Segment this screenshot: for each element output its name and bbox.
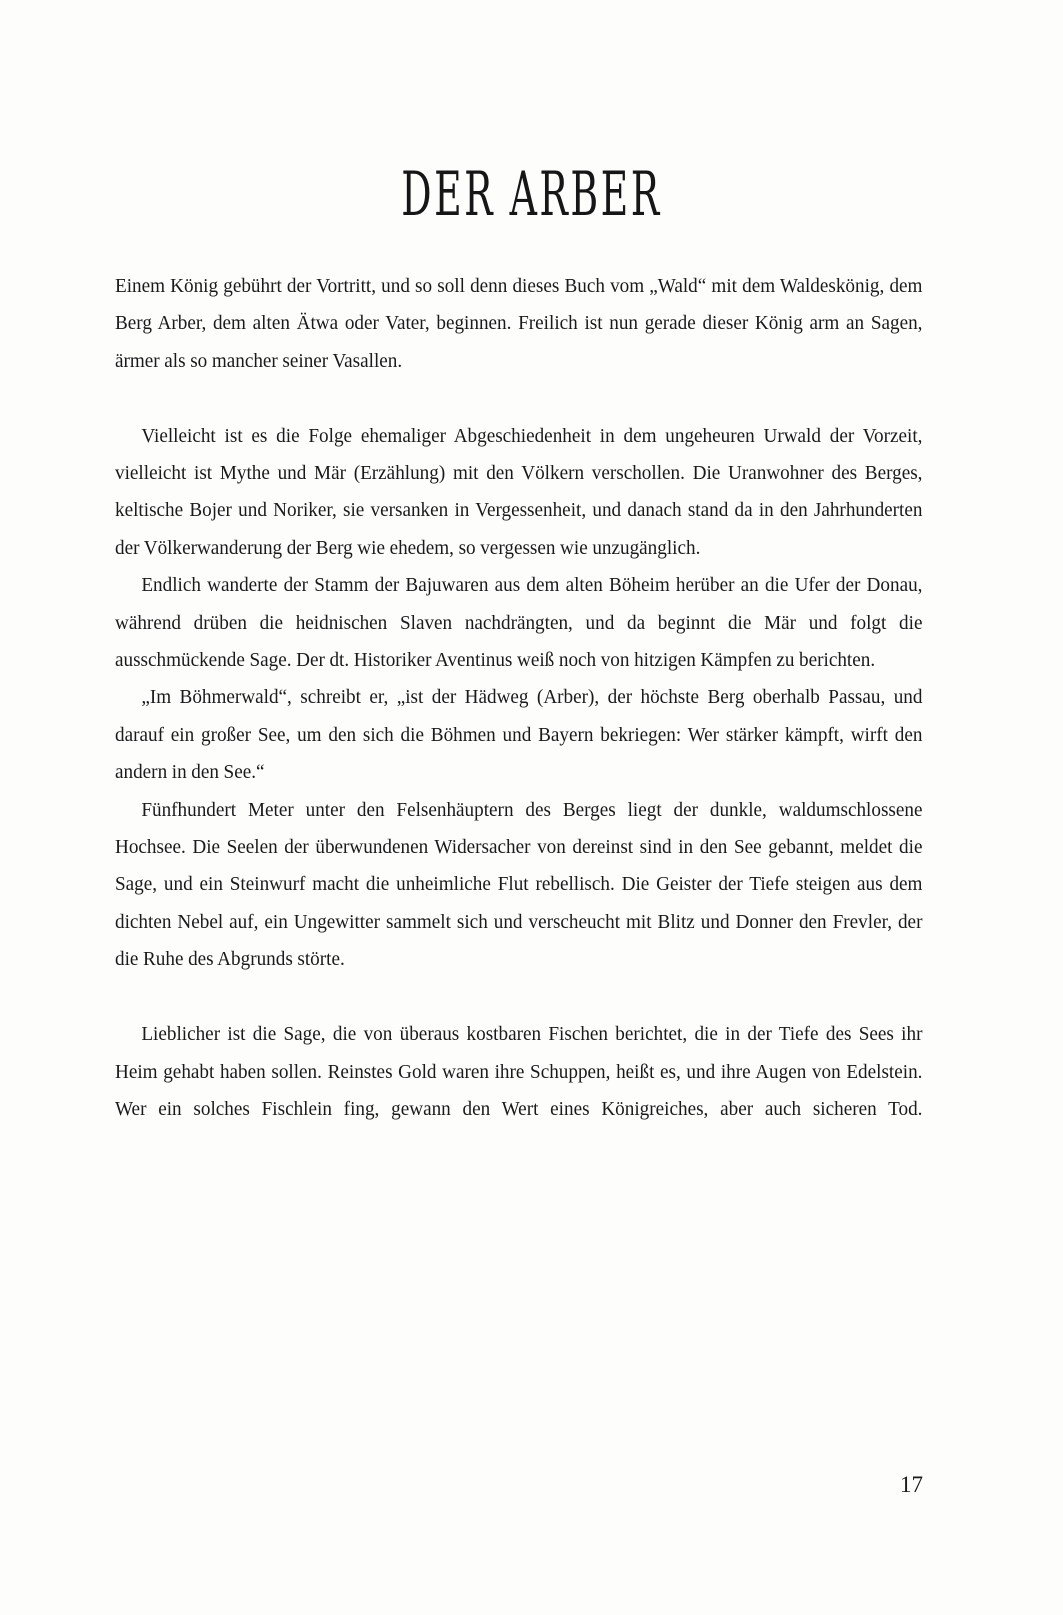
paragraph: „Im Böhmerwald“, schreibt er, „ist der Hädweg (Arber), der höchste Berg oberhalb Passau, und darauf ein großer See, um den sich die Böhmen und Bayern bekriegen: Wer stärker kämpft, wirft den andern in den See.“: [115, 686, 923, 784]
paragraph: Fünfhundert Meter unter den Felsenhäuptern des Berges liegt der dunkle, waldumschlossene Hochsee. Die Seelen der überwundenen Widersacher von dereinst sind in den See gebannt, meldet die Sage, und ein Steinwurf macht die unheimliche Flut rebellisch. Die Geister der Tiefe steigen aus dem dichten Nebel auf, ein Ungewitter sammelt sich und verscheucht mit Blitz und Donner den Frevler, der die Ruhe des Abgrunds störte.: [115, 798, 923, 971]
body-text-column: [115, 268, 923, 1166]
chapter-title: DER ARBER: [401, 158, 662, 230]
paragraph: Lieblicher ist die Sage, die von überaus kostbaren Fischen berichtet, die in der Tiefe des Sees ihr Heim gehabt haben sollen. Reinstes Gold waren ihre Schuppen, heißt es, und ihre Augen von Edelstein. Wer ein solches Fischlein fing, gewann den Wert eines Königreiches, aber auch sicheren Tod.: [115, 1023, 923, 1120]
page-number: 17: [900, 1472, 923, 1497]
paragraph: Vielleicht ist es die Folge ehemaliger Abgeschiedenheit in dem ungeheuren Urwald der Vorzeit, vielleicht ist Mythe und Mär (Erzählung) mit den Völkern verschollen. Die Uranwohner des Berges, keltische Bojer und Noriker, sie versanken in Vergessenheit, und danach stand da in den Jahrhunderten der Völkerwanderung der Berg wie ehedem, so vergessen wie unzugänglich.: [115, 424, 923, 559]
paragraph: Endlich wanderte der Stamm der Bajuwaren aus dem alten Böheim herüber an die Ufer der Donau, während drüben die heidnischen Slaven nachdrängten, und da beginnt die Mär und folgt die ausschmückende Sage. Der dt. Historiker Aventinus weiß noch von hitzigen Kämpfen zu berichten.: [115, 574, 923, 672]
paragraph: Einem König gebührt der Vortritt, und so soll denn dieses Buch vom „Wald“ mit dem Waldeskönig, dem Berg Arber, dem alten Ätwa oder Vater, beginnen. Freilich ist nun gerade dieser König arm an Sagen, ärmer als so mancher seiner Vasallen.: [115, 275, 923, 372]
